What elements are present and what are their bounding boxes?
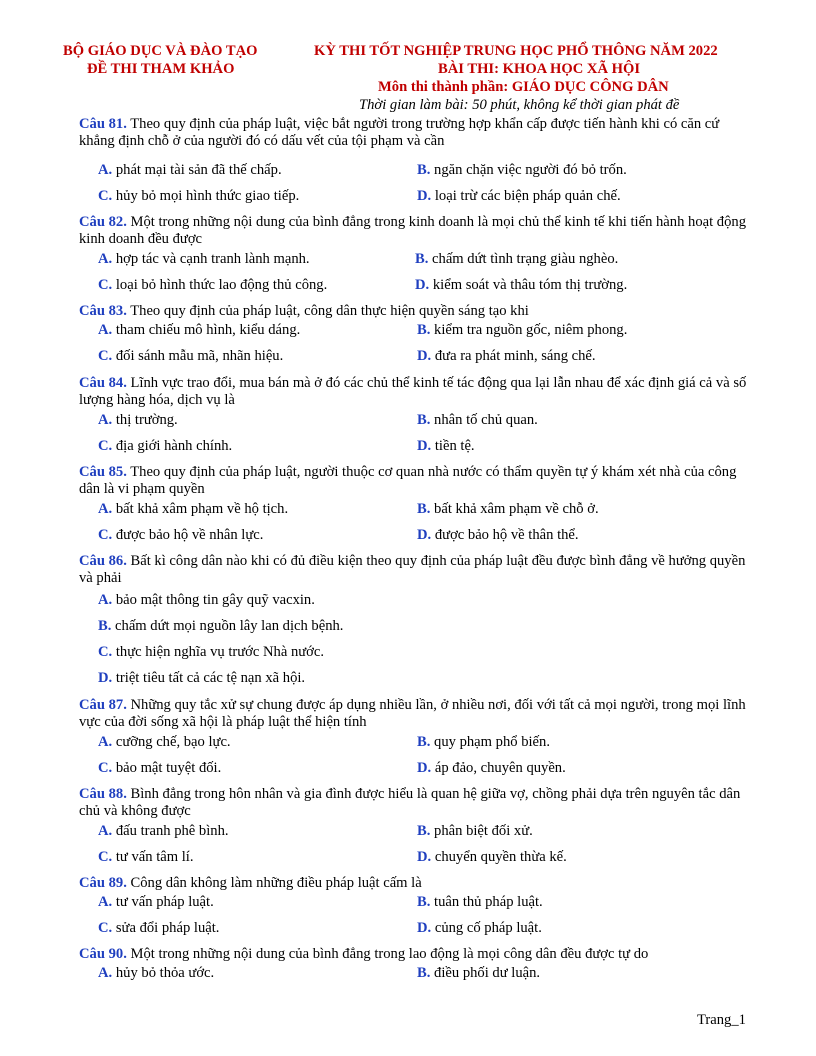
option-label: A.: [98, 162, 113, 178]
exam-title: KỲ THI TỐT NGHIỆP TRUNG HỌC PHỔ THÔNG NĂM 2022: [314, 43, 718, 59]
subject-title: Môn thi thành phần: GIÁO DỤC CÔNG DÂN: [378, 79, 669, 95]
option-text: tiền tệ.: [434, 438, 475, 454]
option-a[interactable]: [98, 162, 282, 179]
option-label: A.: [98, 823, 113, 839]
option-text: tư vấn pháp luật.: [115, 894, 214, 910]
option-text: đối sánh mẫu mã, nhãn hiệu.: [115, 348, 284, 364]
option-b[interactable]: [98, 618, 343, 635]
option-label: B.: [417, 162, 431, 178]
option-text: được bảo hộ về thân thể.: [434, 527, 579, 543]
question-number: Câu 83.: [79, 303, 127, 319]
option-c[interactable]: [98, 438, 232, 455]
option-text: tư vấn tâm lí.: [115, 849, 194, 865]
option-b[interactable]: [417, 412, 538, 429]
option-label: B.: [417, 965, 431, 981]
option-text: thực hiện nghĩa vụ trước Nhà nước.: [115, 644, 325, 660]
time-limit: Thời gian làm bài: 50 phút, không kể thời gian phát đề: [359, 97, 680, 113]
option-label: D.: [98, 670, 113, 686]
option-text: chuyển quyền thừa kế.: [434, 849, 567, 865]
question-81: [79, 116, 749, 150]
option-c[interactable]: [98, 920, 219, 937]
option-text: kiểm soát và thâu tóm thị trường.: [432, 277, 628, 293]
option-b[interactable]: [417, 734, 550, 751]
question-number: Câu 81.: [79, 116, 127, 132]
option-b[interactable]: [417, 501, 599, 518]
question-number: Câu 88.: [79, 786, 127, 802]
option-a[interactable]: [98, 965, 214, 982]
option-text: bảo mật thông tin gây quỹ vacxin.: [115, 592, 315, 608]
option-d[interactable]: [417, 760, 566, 777]
option-b[interactable]: [417, 162, 627, 179]
option-a[interactable]: [98, 592, 315, 609]
question-84: [79, 375, 749, 409]
option-text: được bảo hộ về nhân lực.: [115, 527, 264, 543]
question-89: [79, 875, 749, 892]
option-text: tuân thủ pháp luật.: [434, 894, 543, 910]
option-b[interactable]: [417, 965, 540, 982]
option-d[interactable]: [417, 438, 475, 455]
option-label: C.: [98, 438, 113, 454]
question-text: Theo quy định của pháp luật, công dân thực hiện quyền sáng tạo khi: [130, 303, 529, 319]
question-83: [79, 303, 749, 320]
question-text: Theo quy định của pháp luật, người thuộc cơ quan nhà nước có thẩm quyền tự ý khám xét nhà của công dân là vi phạm quyền: [79, 464, 737, 497]
option-text: ngăn chặn việc người đó bỏ trốn.: [434, 162, 627, 178]
option-a[interactable]: [98, 501, 288, 518]
page-number: Trang_1: [697, 1012, 746, 1028]
option-a[interactable]: [98, 251, 310, 268]
option-label: A.: [98, 322, 113, 338]
option-label: D.: [417, 348, 432, 364]
option-a[interactable]: [98, 823, 229, 840]
option-label: D.: [417, 188, 432, 204]
question-number: Câu 86.: [79, 553, 127, 569]
option-b[interactable]: [417, 894, 543, 911]
option-label: B.: [417, 734, 431, 750]
option-label: C.: [98, 527, 113, 543]
question-82: [79, 214, 749, 248]
option-text: triệt tiêu tất cả các tệ nạn xã hội.: [115, 670, 306, 686]
question-text: Theo quy định của pháp luật, việc bắt người trong trường hợp khẩn cấp được tiến hành khi có căn cứ khẳng định chỗ ở của người đó có dấu vết của tội phạm và cần: [79, 116, 720, 149]
option-d[interactable]: [98, 670, 305, 687]
option-text: củng cố pháp luật.: [434, 920, 542, 936]
option-label: C.: [98, 920, 113, 936]
option-label: C.: [98, 849, 113, 865]
question-text: Những quy tắc xử sự chung được áp dụng nhiều lần, ở nhiều nơi, đối với tất cả mọi người, trong mọi lĩnh vực của đời sống xã hội là pháp luật thể hiện tính: [79, 697, 746, 730]
option-a[interactable]: [98, 412, 178, 429]
option-label: D.: [415, 277, 430, 293]
option-c[interactable]: [98, 527, 263, 544]
option-label: A.: [98, 251, 113, 267]
option-c[interactable]: [98, 849, 193, 866]
option-text: hợp tác và cạnh tranh lành mạnh.: [115, 251, 310, 267]
question-number: Câu 89.: [79, 875, 127, 891]
option-text: thị trường.: [115, 412, 178, 428]
question-86: [79, 553, 749, 587]
option-a[interactable]: [98, 894, 214, 911]
question-90: [79, 946, 749, 963]
option-text: phân biệt đối xử.: [434, 823, 533, 839]
option-label: A.: [98, 501, 113, 517]
option-text: tham chiếu mô hình, kiểu dáng.: [115, 322, 301, 338]
question-85: [79, 464, 749, 498]
option-label: C.: [98, 644, 113, 660]
option-label: B.: [417, 894, 431, 910]
option-label: C.: [98, 277, 113, 293]
option-label: D.: [417, 849, 432, 865]
option-d[interactable]: [417, 920, 542, 937]
option-d[interactable]: [417, 188, 621, 205]
question-text: Một trong những nội dung của bình đẳng trong lao động là mọi công dân đều được tự do: [130, 946, 649, 962]
question-number: Câu 87.: [79, 697, 127, 713]
option-d[interactable]: [417, 849, 567, 866]
option-label: B.: [415, 251, 429, 267]
option-text: địa giới hành chính.: [115, 438, 233, 454]
option-label: B.: [417, 412, 431, 428]
option-c[interactable]: [98, 277, 327, 294]
option-text: loại bỏ hình thức lao động thủ công.: [115, 277, 328, 293]
option-text: sửa đổi pháp luật.: [115, 920, 220, 936]
option-label: D.: [417, 527, 432, 543]
option-label: C.: [98, 188, 113, 204]
option-d[interactable]: [415, 277, 627, 294]
option-text: chấm dứt tình trạng giàu nghèo.: [432, 251, 619, 267]
option-text: điều phối dư luận.: [434, 965, 541, 981]
option-c[interactable]: [98, 188, 299, 205]
option-d[interactable]: [417, 527, 579, 544]
option-text: chấm dứt mọi nguồn lây lan dịch bệnh.: [115, 618, 344, 634]
option-text: kiểm tra nguồn gốc, niêm phong.: [434, 322, 628, 338]
question-number: Câu 85.: [79, 464, 127, 480]
option-label: B.: [417, 501, 431, 517]
option-c[interactable]: [98, 644, 324, 661]
option-label: C.: [98, 760, 113, 776]
option-label: B.: [417, 322, 431, 338]
option-label: D.: [417, 438, 432, 454]
option-label: D.: [417, 920, 432, 936]
question-text: Một trong những nội dung của bình đẳng trong kinh doanh là mọi chủ thể kinh tế khi tiến hành hoạt động kinh doanh đều được: [79, 214, 746, 247]
ministry-name: BỘ GIÁO DỤC VÀ ĐÀO TẠO: [63, 43, 258, 59]
option-label: D.: [417, 760, 432, 776]
question-88: [79, 786, 749, 820]
option-text: loại trừ các biện pháp quản chế.: [434, 188, 621, 204]
question-text: Công dân không làm những điều pháp luật cấm là: [130, 875, 422, 891]
question-text: Bất kì công dân nào khi có đủ điều kiện theo quy định của pháp luật đều được bình đẳng về hưởng quyền và phải: [79, 553, 746, 586]
option-text: đấu tranh phê bình.: [115, 823, 229, 839]
option-c[interactable]: [98, 348, 283, 365]
option-text: nhân tố chủ quan.: [434, 412, 538, 428]
exam-type: ĐỀ THI THAM KHẢO: [87, 61, 235, 77]
option-c[interactable]: [98, 760, 221, 777]
option-text: áp đảo, chuyên quyền.: [434, 760, 566, 776]
option-label: A.: [98, 734, 113, 750]
option-d[interactable]: [417, 348, 596, 365]
option-a[interactable]: [98, 734, 231, 751]
option-text: bất khả xâm phạm về hộ tịch.: [115, 501, 289, 517]
option-text: quy phạm phổ biến.: [434, 734, 550, 750]
question-87: [79, 697, 749, 731]
option-text: cưỡng chế, bạo lực.: [115, 734, 231, 750]
option-text: đưa ra phát minh, sáng chế.: [434, 348, 596, 364]
option-text: phát mại tài sản đã thế chấp.: [115, 162, 282, 178]
option-text: bất khả xâm phạm về chỗ ở.: [434, 501, 599, 517]
question-number: Câu 84.: [79, 375, 127, 391]
option-label: B.: [417, 823, 431, 839]
option-text: hủy bỏ thỏa ước.: [115, 965, 215, 981]
option-label: B.: [98, 618, 112, 634]
option-text: bảo mật tuyệt đối.: [115, 760, 222, 776]
option-b[interactable]: [415, 251, 618, 268]
option-label: C.: [98, 348, 113, 364]
question-number: Câu 82.: [79, 214, 127, 230]
option-text: hủy bỏ mọi hình thức giao tiếp.: [115, 188, 300, 204]
option-label: A.: [98, 592, 113, 608]
paper-title: BÀI THI: KHOA HỌC XÃ HỘI: [438, 61, 641, 77]
option-a[interactable]: [98, 322, 300, 339]
question-number: Câu 90.: [79, 946, 127, 962]
question-text: Bình đẳng trong hôn nhân và gia đình được hiểu là quan hệ giữa vợ, chồng phải dựa trên nguyên tắc dân chủ và không được: [79, 786, 741, 819]
option-label: A.: [98, 894, 113, 910]
option-b[interactable]: [417, 322, 627, 339]
option-label: A.: [98, 965, 113, 981]
option-b[interactable]: [417, 823, 533, 840]
option-label: A.: [98, 412, 113, 428]
question-text: Lĩnh vực trao đổi, mua bán mà ở đó các chủ thể kinh tế tác động qua lại lẫn nhau để xác định giá cả và số lượng hàng hóa, dịch vụ là: [79, 375, 747, 408]
